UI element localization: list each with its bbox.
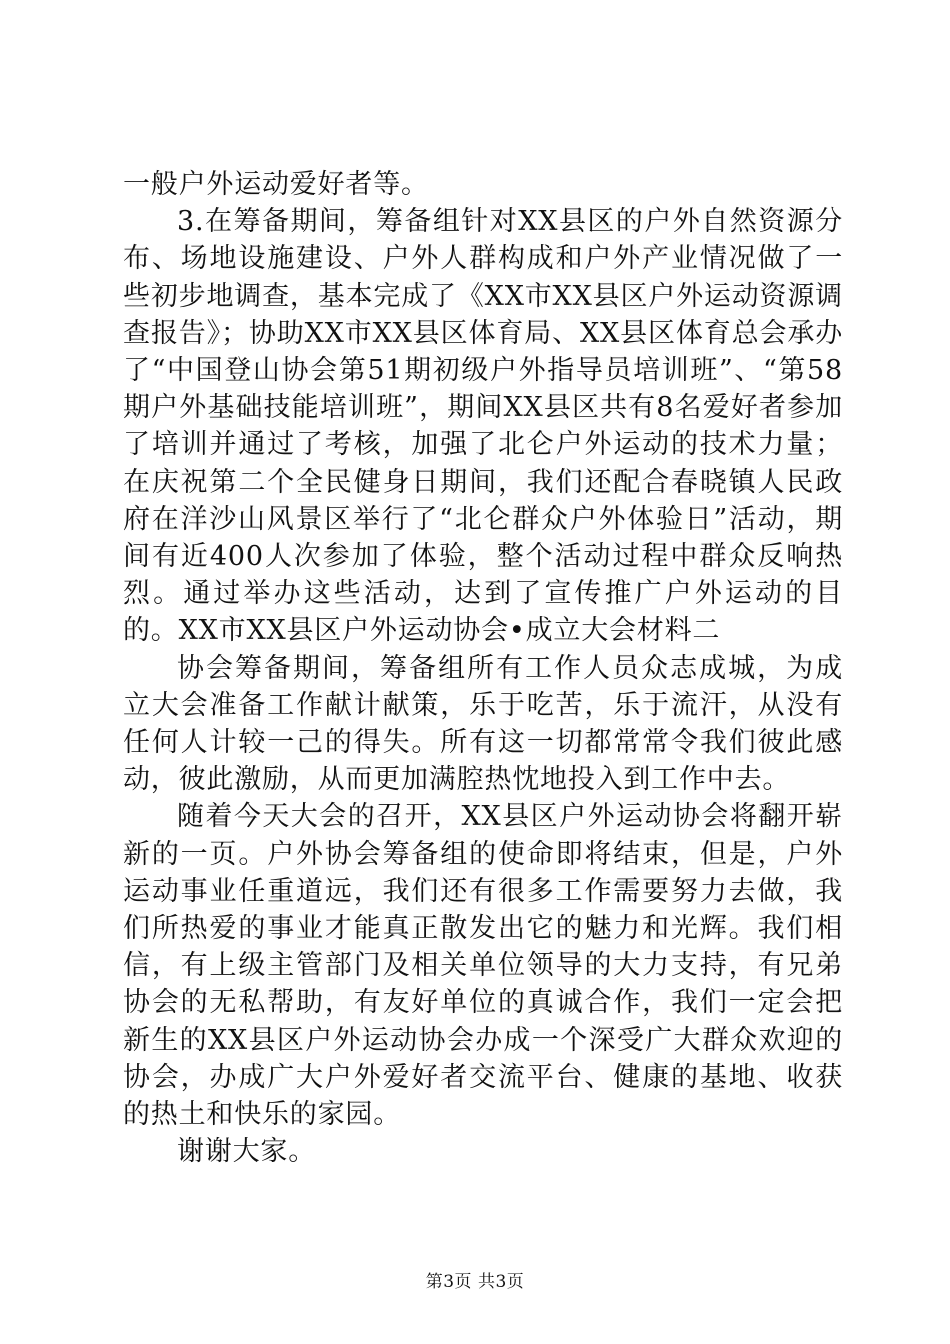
paragraph: 3.在筹备期间，筹备组针对XX县区的户外自然资源分布、场地设施建设、户外人群构成和户外产业情况做了一些初步地调查，基本完成了《XX市XX县区户外运动资源调查报告》；协助XX市XX县区体育局、XX县区体育总会承办了“中国登山协会第51期初级户外指导员培训班”、“第58期户外基础技能培训班”，期间XX县区共有8名爱好者参加了培训并通过了考核，加强了北仑户外运动的技术力量；在庆祝第二个全民健身日期间，我们还配合春晓镇人民政府在洋沙山风景区举行了“北仑群众户外体验日”活动，期间有近400人次参加了体验，整个活动过程中群众反响热烈。通过举办这些活动，达到了宣传推广户外运动的目的。XX市XX县区户外运动协会•成立大会材料二 — [123, 206, 843, 647]
paragraph: 一般户外运动爱好者等。 — [123, 169, 429, 200]
page-footer: 第3页 共3页 — [425, 1272, 525, 1292]
document-body — [123, 166, 843, 1170]
paragraph: 谢谢大家。 — [177, 1136, 316, 1168]
paragraph: 协会筹备期间，筹备组所有工作人员众志成城，为成立大会准备工作献计献策，乐于吃苦，乐于流汗，从没有任何人计较一己的得失。所有这一切都常常令我们彼此感动，彼此激励，从而更加满腔热忱地投入到工作中去。 — [123, 652, 843, 796]
paragraph: 随着今天大会的召开，XX县区户外运动协会将翻开崭新的一页。户外协会筹备组的使命即将结束，但是，户外运动事业任重道远，我们还有很多工作需要努力去做，我们所热爱的事业才能真正散发出它的魅力和光辉。我们相信，有上级主管部门及相关单位领导的大力支持，有兄弟协会的无私帮助，有友好单位的真诚合作，我们一定会把新生的XX县区户外运动协会办成一个深受广大群众欢迎的协会，办成广大户外爱好者交流平台、健康的基地、收获的热土和快乐的家园。 — [123, 801, 843, 1131]
